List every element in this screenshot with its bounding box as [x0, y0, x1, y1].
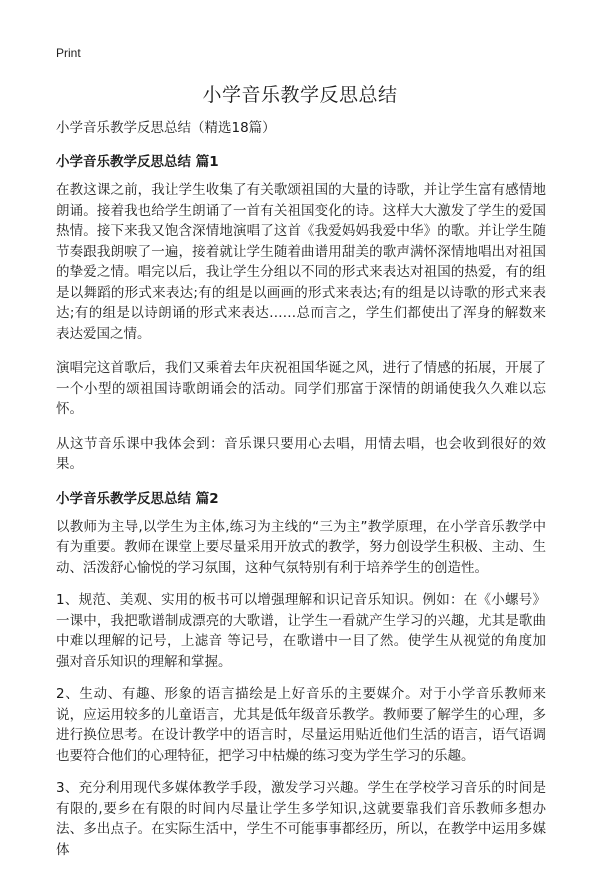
paragraph: 演唱完这首歌后，我们又乘着去年庆祝祖国华诞之风，进行了情感的拓展，开展了一个小型的颂祖国诗歌朗诵会的活动。同学们那富于深情的朗诵使我久久难以忘怀。 — [56, 360, 546, 417]
paragraph: 在教这课之前，我让学生收集了有关歌颂祖国的大量的诗歌，并让学生富有感情地朗诵。接着我也给学生朗诵了一首有关祖国变化的诗。这样大大激发了学生的爱国热情。接下来我又饱含深情地演唱了这首《我爱妈妈我爱中华》的歌。并让学生随节奏跟我朗唳了一遍，接着就让学生随着曲谱用甜美的歌声满怀深情地唱出对祖国的挚爱之情。唱完以后，我让学生分组以不同的形式来表达对祖国的热爱，有的组是以舞蹈的形式来表达;有的组是以画画的形式来表达;有的组是以诗歌的形式来表达;有的组是以诗朗诵的形式来表达……总而言之，学生们都使出了浑身的解数来表达爱国之情。 — [56, 182, 546, 342]
print-link[interactable]: Print — [56, 46, 81, 60]
document-title: 小学音乐教学反思总结 — [202, 84, 398, 106]
section-2 — [56, 489, 546, 861]
paragraph: 以教师为主导,以学生为主体,练习为主线的“三为主”教学原理，在小学音乐教学中有为重要。教师在课堂上要尽量采用开放式的教学，努力创设学生积极、主动、生动、活泼舒心愉悦的学习氛围，这种气氛特别有利于培养学生的创造性。 — [56, 518, 546, 576]
paragraph: 1、规范、美观、实用的板书可以增强理解和识记音乐知识。例如：在《小螺号》一课中，我把歌谱制成漂亮的大歌谱，让学生一看就产生学习的兴趣，尤其是歌曲中难以理解的记号，上滤音 等记号，在歌谱中一目了然。使学生从视觉的角度加强对音乐知识的理解和掌握。 — [56, 592, 546, 670]
paragraph: 从这节音乐课中我体会到：音乐课只要用心去唱，用情去唱，也会收到很好的效果。 — [56, 435, 546, 472]
document-body — [56, 118, 546, 872]
section-heading: 小学音乐教学反思总结 篇2 — [56, 490, 219, 507]
document-subtitle: 小学音乐教学反思总结（精选18篇） — [56, 120, 276, 136]
paragraph: 3、充分利用现代多媒体教学手段，激发学习兴趣。学生在学校学习音乐的时间是有限的,要乡在有限的时间内尽量让学生多学知识,这就要靠我们音乐教师多想办法、多出点子。在实际生活中，学生不可能事事都经历，所以，在教学中运用多媒体 — [56, 780, 546, 858]
section-1 — [56, 152, 546, 475]
paragraph: 2、生动、有趣、形象的语言描绘是上好音乐的主要媒介。对于小学音乐教师来说，应运用较多的儿童语言，尤其是低年级音乐教学。教师要了解学生的心理，多进行换位思考。在设计教学中的语言时，尽量运用贴近他们生活的语言，语气语调也要符合他们的心理特征，把学习中枯燥的练习变为学生学习的乐趣。 — [56, 686, 546, 764]
section-heading: 小学音乐教学反思总结 篇1 — [56, 154, 219, 170]
